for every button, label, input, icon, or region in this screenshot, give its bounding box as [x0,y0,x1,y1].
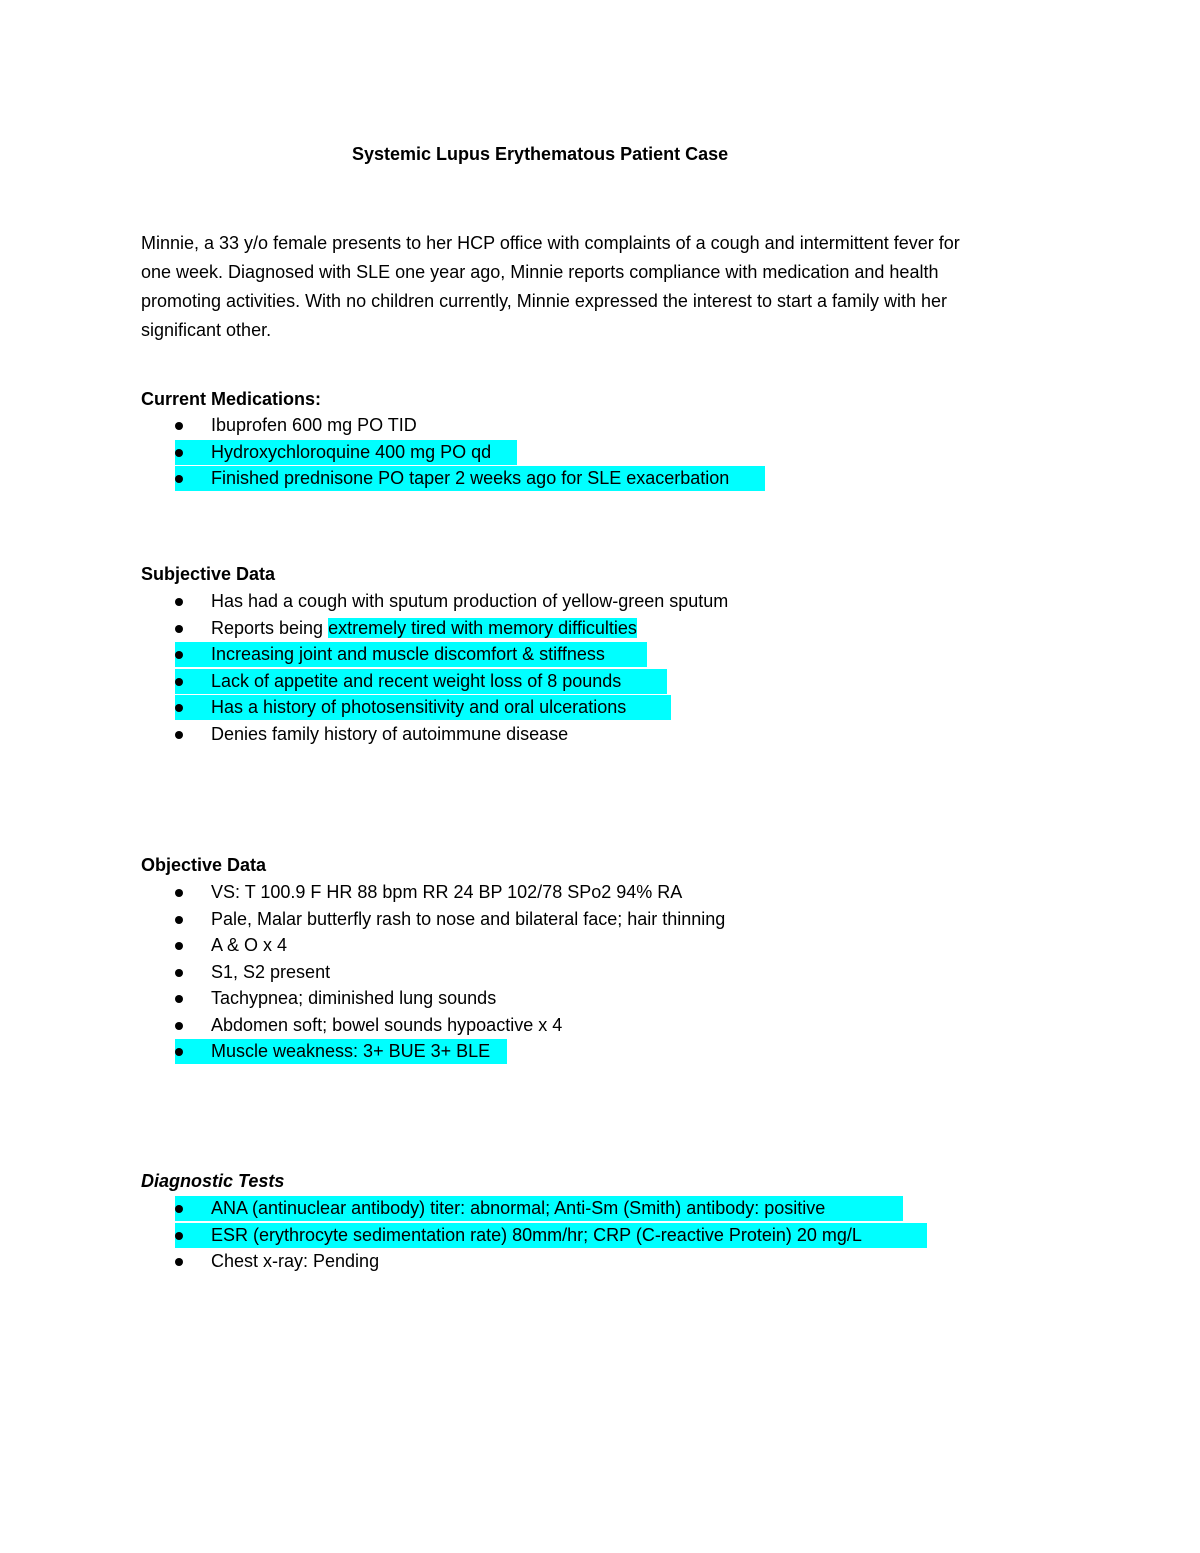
bullet-icon [175,704,183,712]
bullet-icon [175,422,183,430]
page-title: Systemic Lupus Erythematous Patient Case [352,144,729,164]
bullet-icon [175,475,183,483]
list-item [0,959,1100,986]
bullet-icon [175,651,183,659]
list-item-text: Lack of appetite and recent weight loss of 8 pounds [211,670,622,691]
list-item [0,932,1100,959]
bullet-icon [175,731,183,739]
bullet-icon [175,625,183,633]
list-item [0,1012,1100,1039]
subjective-list [0,588,1100,747]
list-item-text: Has had a cough with sputum production of yellow-green sputum [211,591,729,611]
bullet-icon [175,449,183,457]
list-item-text: Denies family history of autoimmune disease [211,723,569,744]
bullet-icon [175,1022,183,1030]
list-item [0,641,1100,668]
list-item-text: Abdomen soft; bowel sounds hypoactive x 4 [211,1014,563,1035]
bullet-icon [175,889,183,897]
objective-list [0,879,1100,1065]
bullet-icon [175,598,183,606]
list-item-text-plain: Reports being [211,617,329,638]
intro-line: Minnie, a 33 y/o female presents to her HCP office with complaints of a cough and intermittent fever for [141,233,960,253]
intro-line: significant other. [141,320,272,340]
list-item-text: Pale, Malar butterfly rash to nose and bilateral face; hair thinning [211,908,726,929]
list-item-text: A & O x 4 [211,935,288,955]
list-item [0,588,1100,615]
bullet-icon [175,678,183,686]
list-item [0,879,1100,906]
list-item-text: Hydroxychloroquine 400 mg PO qd [211,441,492,462]
bullet-icon [175,1258,183,1266]
list-item-text: VS: T 100.9 F HR 88 bpm RR 24 BP 102/78 SPo2 94% RA [211,882,683,902]
diagnostics-list [0,1195,1100,1275]
subjective-heading: Subjective Data [141,564,276,584]
list-item [0,412,1100,439]
bullet-icon [175,1232,183,1240]
list-item-text: ANA (antinuclear antibody) titer: abnormal; Anti-Sm (Smith) antibody: positive [211,1198,826,1218]
list-item [0,694,1100,721]
list-item-text-highlighted: extremely tired with memory difficulties [328,617,637,638]
list-item [0,439,1100,466]
list-item-text: Chest x-ray: Pending [211,1251,380,1271]
list-item [0,1038,1100,1065]
list-item [0,1248,1100,1275]
list-item [0,668,1100,695]
list-item [0,465,1100,492]
intro-line: one week. Diagnosed with SLE one year ago, Minnie reports compliance with medication and health [141,262,939,282]
medications-list [0,412,1100,492]
bullet-icon [175,969,183,977]
intro-line: promoting activities. With no children currently, Minnie expressed the interest to start a family with her [141,291,948,311]
bullet-icon [175,995,183,1003]
list-item-text: Ibuprofen 600 mg PO TID [211,415,417,435]
list-item-text: Increasing joint and muscle discomfort & stiffness [211,644,605,664]
list-item-text [211,615,637,641]
list-item-text: Finished prednisone PO taper 2 weeks ago for SLE exacerbation [211,468,730,488]
list-item-text: Muscle weakness: 3+ BUE 3+ BLE [211,1041,491,1061]
list-item [0,906,1100,933]
bullet-icon [175,916,183,924]
list-item-text: ESR (erythrocyte sedimentation rate) 80mm/hr; CRP (C-reactive Protein) 20 mg/L [211,1224,862,1245]
list-item [0,615,1100,642]
medications-heading: Current Medications: [141,389,322,409]
diagnostics-heading: Diagnostic Tests [141,1171,285,1191]
case-intro-paragraph [141,229,1061,345]
objective-heading: Objective Data [141,855,267,875]
bullet-icon [175,1205,183,1213]
list-item [0,1195,1100,1222]
list-item [0,1222,1100,1249]
list-item [0,985,1100,1012]
bullet-icon [175,1048,183,1056]
bullet-icon [175,942,183,950]
list-item [0,721,1100,748]
list-item-text: Tachypnea; diminished lung sounds [211,988,497,1008]
list-item-text: S1, S2 present [211,961,331,982]
list-item-text: Has a history of photosensitivity and oral ulcerations [211,697,627,717]
